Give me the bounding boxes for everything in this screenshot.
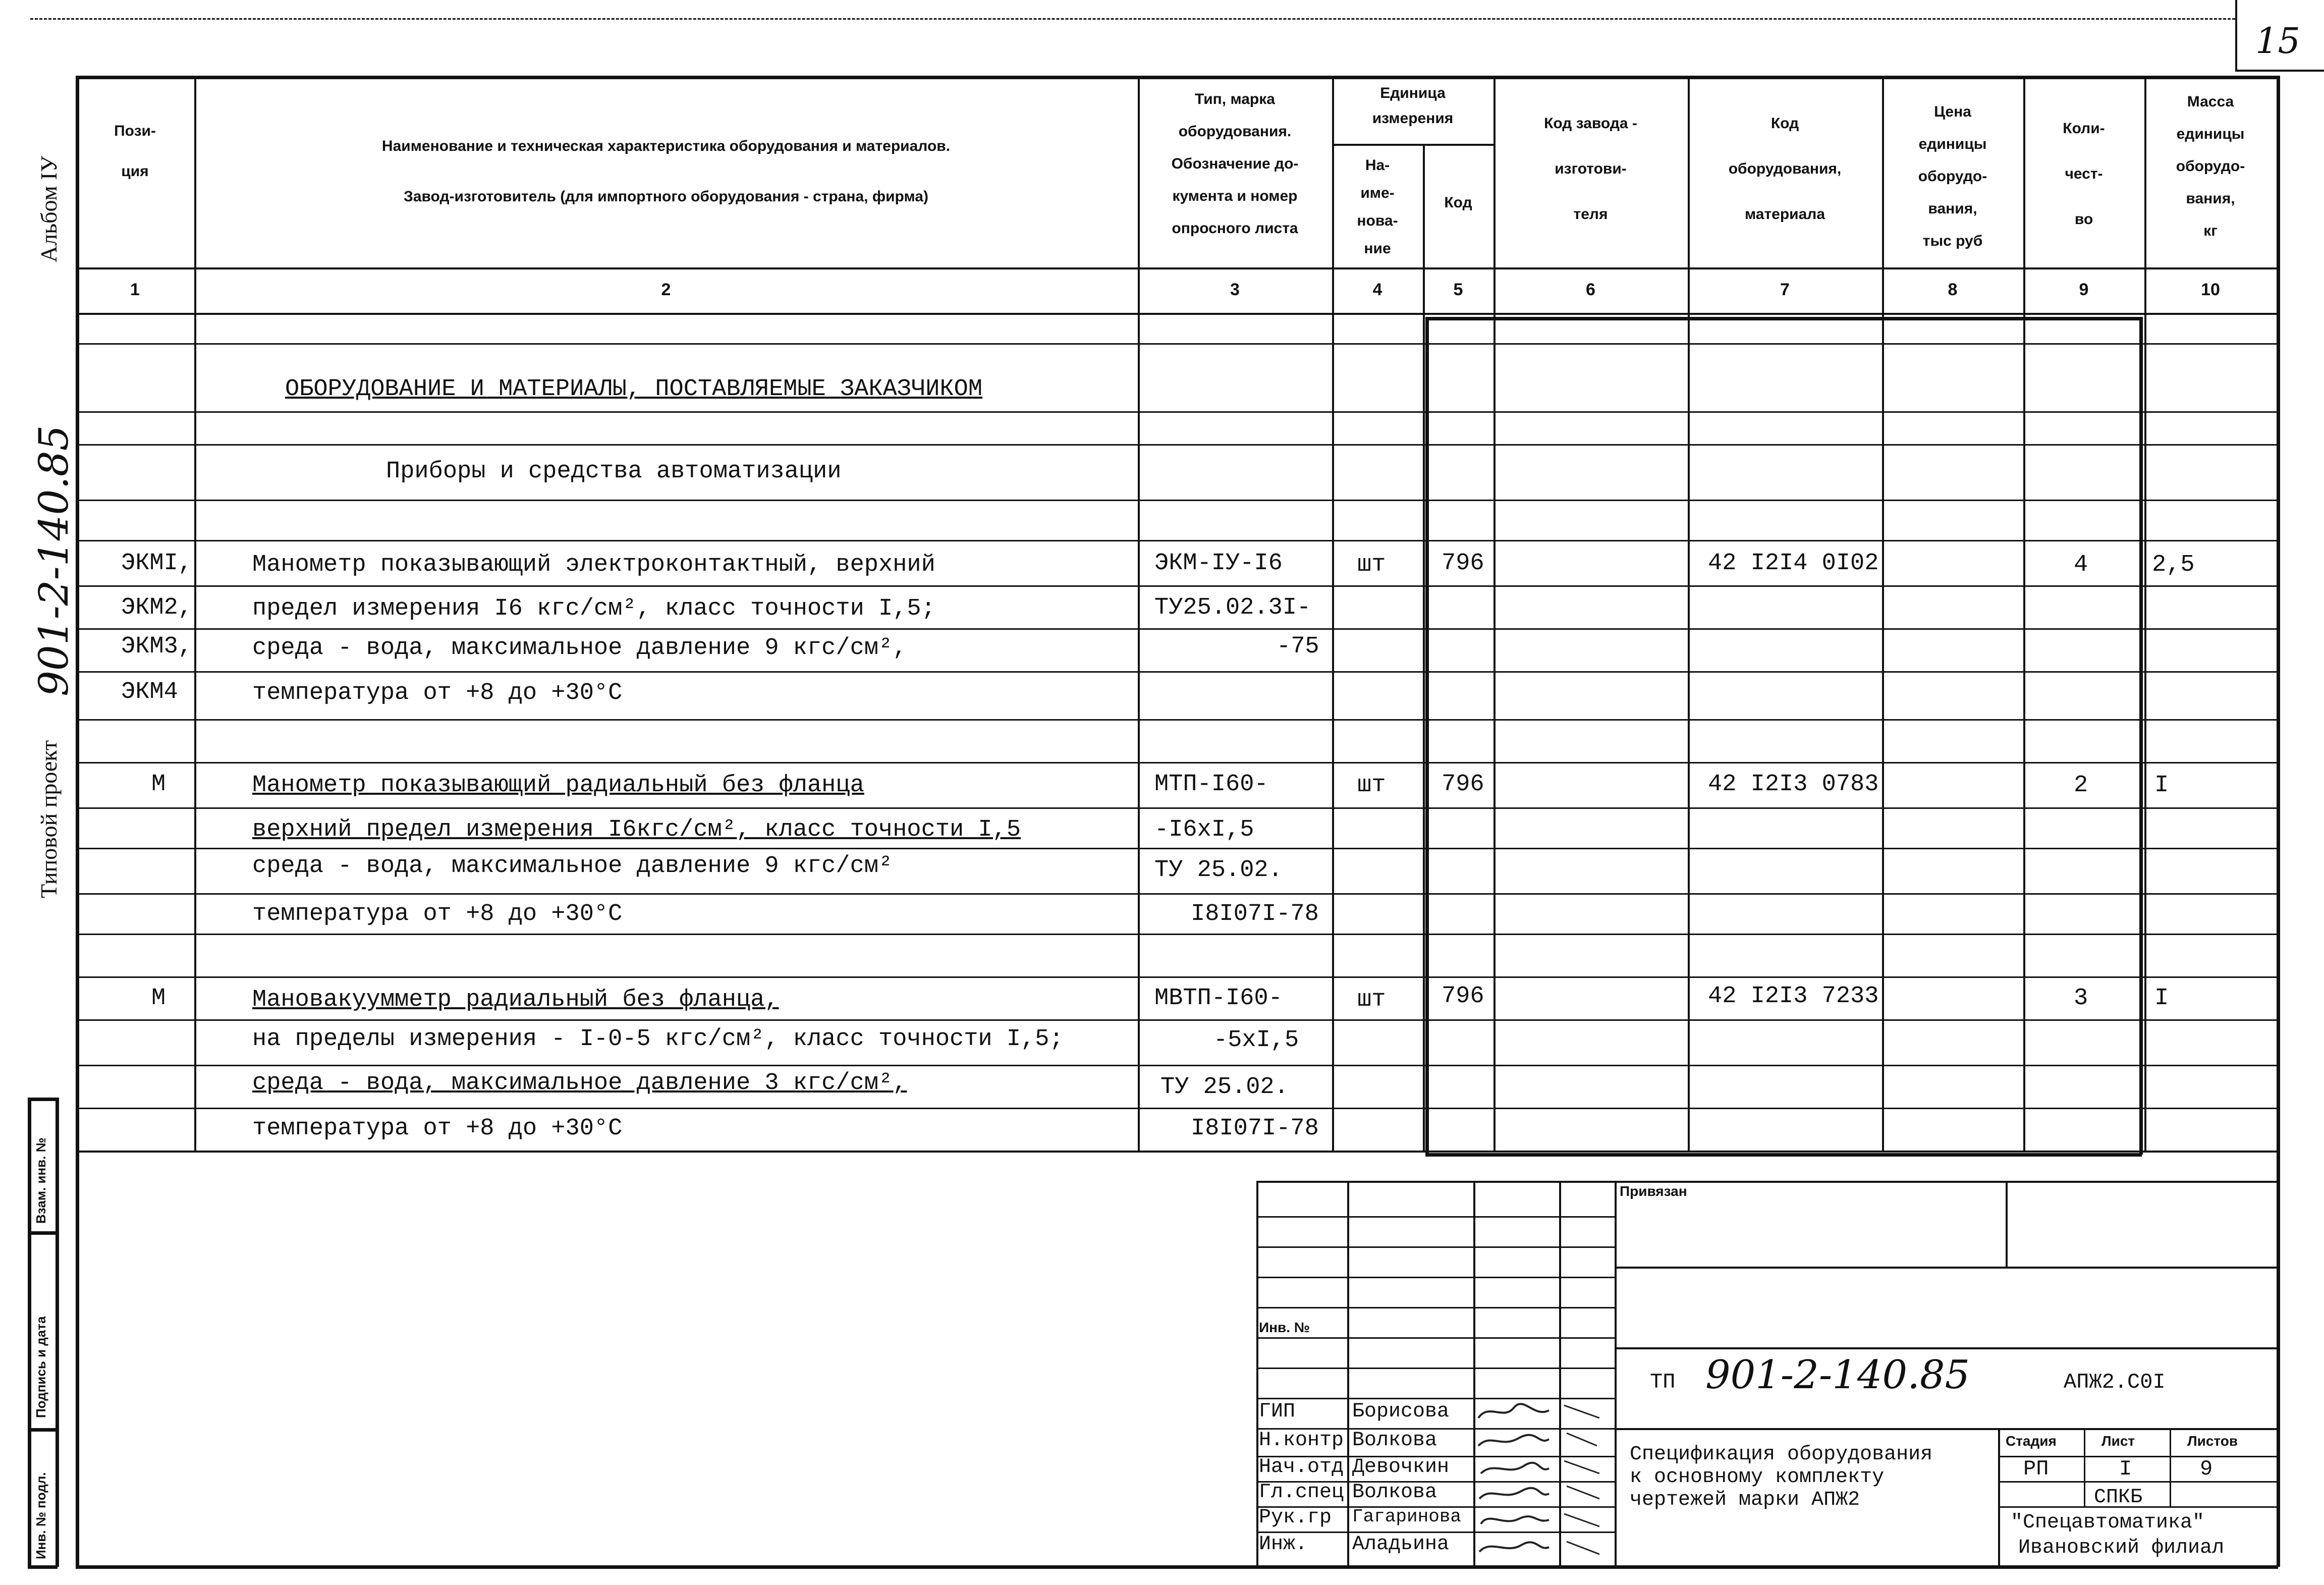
org-line: Ивановский филиал [2018,1537,2225,1559]
col10-header: Масса единицы оборудо- вания, кг [2176,93,2245,239]
stage-value: РП [2023,1457,2049,1481]
doc-code: АПЖ2.С0I [2064,1370,2166,1394]
role: Н.контр [1259,1429,1344,1452]
role: Рук.гр [1259,1506,1332,1529]
description-line: чертежей марки АПЖ2 [1630,1489,1860,1511]
col9-header: Коли- чест- во [2063,120,2105,228]
row-equip-code: 42 I2I3 0783 [1708,771,1879,798]
colnum-1: 1 [130,280,140,299]
row-name: температура от +8 до +30°С [252,680,623,706]
signer-name: Волкова [1352,1429,1437,1452]
row-code: 796 [1442,771,1484,798]
row-name: Манометр показывающий электроконтактный, верхний [252,552,935,578]
row-name: предел измерения I6 кгс/см², класс точности I,5; [252,595,935,622]
colnum-4: 4 [1372,280,1382,299]
row-type: I8I07I-78 [1191,901,1319,927]
sheet-value: I [2119,1457,2132,1481]
album-label: Альбом IУ [36,155,62,262]
sheets-value: 9 [2200,1457,2213,1481]
row-type: -5хI,5 [1213,1027,1299,1054]
row-name: температура от +8 до +30°С [252,1115,623,1142]
role: Нач.отд [1259,1456,1344,1479]
row-code: 796 [1442,550,1484,577]
row-type: ТУ25.02.3I- [1154,594,1311,621]
colnum-7: 7 [1780,280,1790,299]
row-qty: 2 [2074,772,2088,799]
row-pos: ЭКМI, [121,550,193,577]
colnum-2: 2 [661,280,671,299]
col5-header: Код [1444,194,1472,211]
col2-header: Наименование и техническая характеристика оборудования и материалов. Завод-изготовитель (для импортного оборудования - страна, фирма) [381,138,951,205]
row-unit: шт [1357,772,1386,799]
privyazan-label: Привязан [1620,1183,1687,1199]
row-equip-code: 42 I2I3 7233 [1708,983,1879,1010]
stage-label: Стадия [2006,1433,2057,1449]
row-name: среда - вода, максимальное давление 9 кгс/см² [252,853,893,880]
role: ГИП [1259,1400,1296,1423]
row-mass: I [2154,772,2169,799]
page-number: 15 [2255,20,2301,62]
col7-header: Код оборудования, материала [1728,115,1842,223]
row-pos: ЭКМ3, [121,633,193,660]
typical-project-label: Типовой проект [36,740,62,898]
colnum-6: 6 [1586,280,1595,299]
stamp-signature-date: Подпись и дата [33,1316,48,1418]
col8-header: Цена единицы оборудо- вания, тыс руб [1918,103,1987,249]
role: Инж. [1259,1533,1308,1556]
row-name: верхний предел измерения I6кгс/см², класс точности I,5 [252,816,1021,843]
row-unit: шт [1357,552,1386,578]
col1-header: Пози- ция [114,123,156,180]
row-type: МВТП-I60- [1154,985,1283,1012]
inv-no-label: Инв. № [1259,1320,1310,1335]
sheets-label: Листов [2187,1433,2238,1449]
row-type: I8I07I-78 [1191,1115,1319,1142]
col3-header: Тип, марка оборудования. Обозначение до- кумента и номер опросного листа [1171,91,1299,237]
description-line: к основному комплекту [1630,1466,1885,1489]
org-line: СПКБ [2094,1486,2143,1509]
row-type: -75 [1277,633,1319,660]
signer-name: Девочкин [1352,1456,1450,1479]
row-pos: ЭКМ4 [121,679,178,705]
row-code: 796 [1442,983,1484,1010]
row-type: ТУ 25.02. [1160,1074,1289,1101]
colnum-9: 9 [2079,280,2089,299]
colnum-10: 10 [2201,280,2220,299]
description-line: Спецификация оборудования [1630,1443,1933,1466]
signer-name: Борисова [1352,1400,1450,1423]
colnum-5: 5 [1453,280,1463,299]
colnum-8: 8 [1948,280,1958,299]
row-type: ТУ 25.02. [1154,857,1283,884]
row-pos: М [151,985,166,1012]
row-qty: 3 [2074,985,2088,1012]
colnum-3: 3 [1230,280,1240,299]
row-mass: 2,5 [2152,552,2195,578]
row-type: ЭКМ-IУ-I6 [1154,550,1283,577]
signatures [1473,1398,1615,1567]
stamp-vzam-inv: Взам. инв. № [33,1137,48,1224]
row-qty: 4 [2074,552,2088,578]
row-pos: М [151,771,166,798]
project-number-handwritten: 901-2-140.85 [30,425,77,696]
col4-header: На- име- нова- ние [1357,157,1398,257]
row-type: -I6хI,5 [1154,816,1254,843]
signer-name: Гагаринова [1352,1506,1462,1527]
row-name: на пределы измерения - I-0-5 кгс/см², класс точности I,5; [252,1026,1064,1053]
row-name: среда - вода, максимальное давление 3 кгс/см², [252,1070,907,1097]
col6-header: Код завода - изготови- теля [1544,115,1637,223]
unit-group-header: Единица измерения [1372,85,1454,127]
stamp-inv-podl: Инв. № подл. [33,1472,48,1559]
signer-name: Аладьина [1352,1533,1450,1556]
row-equip-code: 42 I2I4 0I02 [1708,550,1879,577]
row-unit: шт [1357,987,1386,1013]
row-type: МТП-I60- [1154,771,1268,798]
row-name: среда - вода, максимальное давление 9 кгс/см², [252,635,907,662]
sheet-label: Лист [2101,1433,2135,1449]
section-title: ОБОРУДОВАНИЕ И МАТЕРИАЛЫ, ПОСТАВЛЯЕМЫЕ ЗАКАЗЧИКОМ [285,376,983,403]
row-pos: ЭКМ2, [121,594,193,621]
doc-prefix: ТП [1650,1370,1676,1394]
row-name: температура от +8 до +30°С [252,901,623,927]
row-name: Манометр показывающий радиальный без фланца [252,772,864,799]
doc-number: 901-2-140.85 [1705,1352,1970,1398]
role: Гл.спец [1259,1481,1344,1504]
signer-name: Волкова [1352,1481,1437,1504]
row-name: Мановакуумметр радиальный без фланца, [252,987,779,1013]
row-mass: I [2154,985,2169,1012]
org-line: "Спецавтоматика" [2011,1511,2205,1534]
subsection-title: Приборы и средства автоматизации [386,458,842,485]
